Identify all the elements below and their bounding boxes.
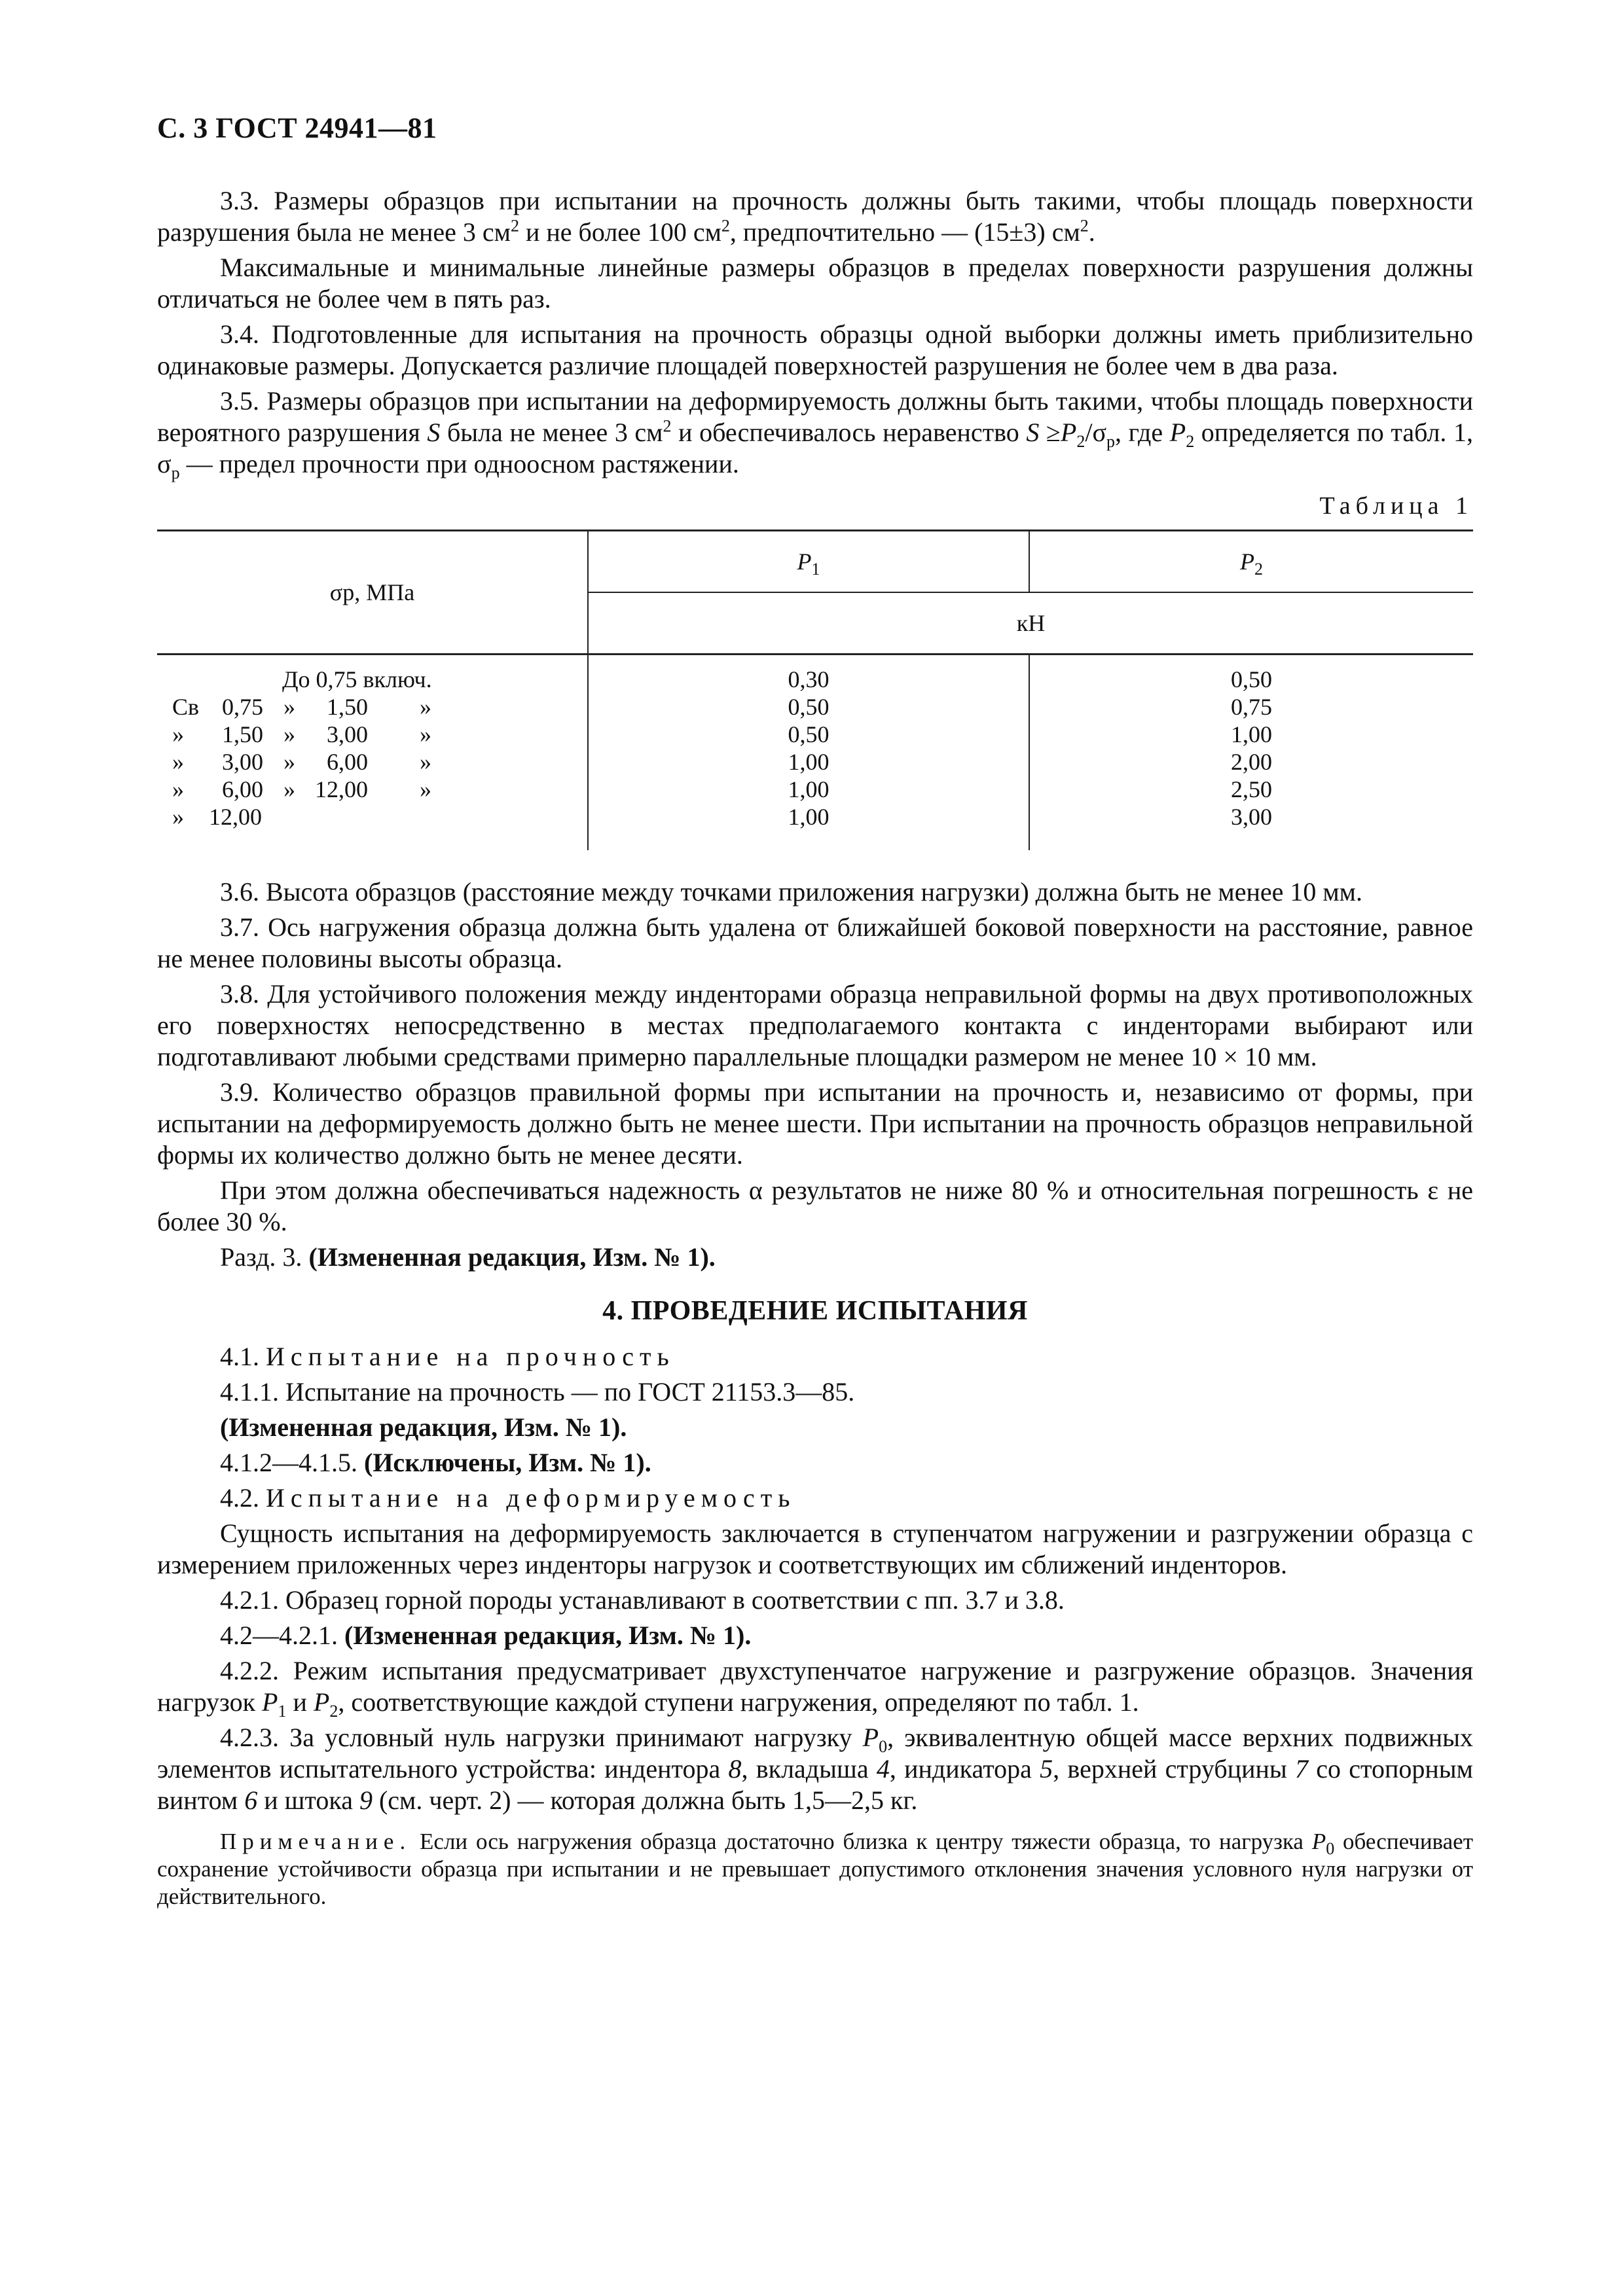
paragraph-3-5: 3.5. Размеры образцов при испытании на деформируемость должны быть такими, чтобы площадь поверхности вероятного разрушения S была не менее 3 $см^2$ и обеспечивалось неравенство $S \ge P_2/\sigma_р$, где $P_2$ определяется по табл. 1, $\sigma_р$ — предел прочности при одноосном растяжении. [157, 386, 1474, 482]
table-1 [157, 529, 1473, 850]
table-p1-column [588, 655, 1029, 851]
table-range-row: » 3,00 » 6,00 » [172, 749, 431, 775]
table-range-row: Св 0,75 » 1,50 » [172, 694, 431, 720]
table-cell: 1,00 [788, 776, 830, 802]
paragraph-3-6: 3.6. Высота образцов (расстояние между точками приложения нагрузки) должна быть не менее 10 мм. [220, 877, 1362, 906]
table-range-row: До 0,75 включ. [282, 666, 432, 692]
paragraph-3-3: 3.3. Размеры образцов при испытании на прочность должны быть такими, чтобы площадь поверхности разрушения была не менее 3 $см^2$ и не более 100 $см^2$, предпочтительно — (15±3) $см^2$. [157, 186, 1473, 247]
table-cell: 1,00 [1231, 721, 1272, 747]
table-header-unit: кН [588, 592, 1473, 655]
section-3-amendment: Разд. 3. (Измененная редакция, Изм. № 1). [220, 1242, 716, 1272]
table-range-row: » 12,00 [172, 804, 262, 830]
table-cell: 0,50 [788, 694, 830, 720]
table-range-row: » 1,50 » 3,00 » [172, 721, 431, 747]
paragraph-4-2-2: 4.2.2. Режим испытания предусматривает двухступенчатое нагружение и разгружение образцов. Значения нагрузок $P_1$ и $P_2$, соответствующие каждой ступени нагружения, определяют по табл. 1. [157, 1656, 1473, 1721]
table-cell: 1,00 [788, 804, 830, 830]
table-cell: 3,00 [1231, 804, 1272, 830]
table-cell: 2,00 [1231, 749, 1272, 775]
paragraph-3-4: 3.4. Подготовленные для испытания на прочность образцы одной выборки должны иметь приблизительно одинаковые размеры. Допускается различие площадей поверхностей разрушения не более чем в два раза. [157, 319, 1473, 380]
paragraph-4-2-3: 4.2.3. За условный нуль нагрузки принимают нагрузку $P_0$, эквивалентную общей массе верхних подвижных элементов испытательного устройства: индентора 8, вкладыша 4, индикатора 5, верхней струбцины 7 со стопорным винтом 6 и штока 9 (см. черт. 2) — которая должна быть 1,5—2,5 кг. [157, 1723, 1474, 1815]
note: Примечание. Если ось нагружения образца достаточно близка к центру тяжести образца, то нагрузка $P_0$ обеспечивает сохранение устойчивости образца при испытании и не превышает допустимого отклонения значения условного нуля нагрузки от действительного. [157, 1829, 1473, 1909]
paragraph-4-1-2: 4.1.2—4.1.5. (Исключены, Изм. № 1). [220, 1448, 651, 1477]
table-caption: Таблица 1 [1319, 492, 1473, 520]
paragraph-4-2-1: 4.2.1. Образец горной породы устанавливают в соответствии с пп. 3.7 и 3.8. [220, 1585, 1065, 1615]
table-header-p2: $P_2$ [1029, 531, 1473, 593]
page-header: С. 3 ГОСТ 24941—81 [157, 112, 437, 144]
table-cell: 2,50 [1231, 776, 1272, 802]
paragraph-3-8: 3.8. Для устойчивого положения между инденторами образца неправильной формы на двух противоположных его поверхностях непосредственно в местах предполагаемого контакта с инденторами выбирают или подготавливают любыми средствами примерно параллельные площадки размером не менее 10 × 10 мм. [157, 979, 1473, 1071]
table-p2-column [1029, 655, 1473, 851]
table-cell: 0,30 [788, 666, 830, 692]
table-cell: 0,50 [788, 721, 830, 747]
paragraph-4-2-intro: Сущность испытания на деформируемость заключается в ступенчатом нагружении и разгружении образца с измерением приложенных через инденторы нагрузок и соответствующих им сближений инденторов. [157, 1518, 1473, 1579]
table-header-p1: $P_1$ [588, 531, 1029, 593]
table-range-column [157, 655, 588, 851]
paragraph-3-9-continued: При этом должна обеспечиваться надежность α результатов не ниже 80 % и относительная погрешность ε не более 30 %. [157, 1175, 1473, 1236]
paragraph-4-1-1: 4.1.1. Испытание на прочность — по ГОСТ 21153.3—85. [220, 1377, 855, 1407]
paragraph-4-1-1-amendment: (Измененная редакция, Изм. № 1). [220, 1412, 627, 1442]
paragraph-3-7: 3.7. Ось нагружения образца должна быть удалена от ближайшей боковой поверхности на расстояние, равное не менее половины высоты образца. [157, 912, 1473, 973]
table-cell: 0,50 [1231, 666, 1272, 692]
table-cell: 1,00 [788, 749, 830, 775]
section-4-title: 4. ПРОВЕДЕНИЕ ИСПЫТАНИЯ [602, 1296, 1028, 1326]
paragraph-3-3-continued: Максимальные и минимальные линейные размеры образцов в пределах поверхности разрушения должны отличаться не более чем в пять раз. [157, 253, 1473, 314]
subsection-4-2: 4.2. Испытание на деформируемость [220, 1483, 796, 1513]
document-page [157, 111, 1473, 1933]
subsection-4-1: 4.1. Испытание на прочность [220, 1342, 675, 1371]
table-cell: 0,75 [1231, 694, 1272, 720]
table-header-sigma: σр, МПа [329, 579, 415, 605]
paragraph-3-9: 3.9. Количество образцов правильной формы при испытании на прочность и, независимо от формы, при испытании на деформируемость должно быть не менее шести. При испытании на прочность образцов неправильной формы их количество должно быть не менее десяти. [157, 1077, 1473, 1170]
table-range-row: » 6,00 » 12,00 » [172, 776, 431, 802]
paragraph-4-2-1-amendment: 4.2—4.2.1. (Измененная редакция, Изм. № 1). [220, 1621, 752, 1650]
